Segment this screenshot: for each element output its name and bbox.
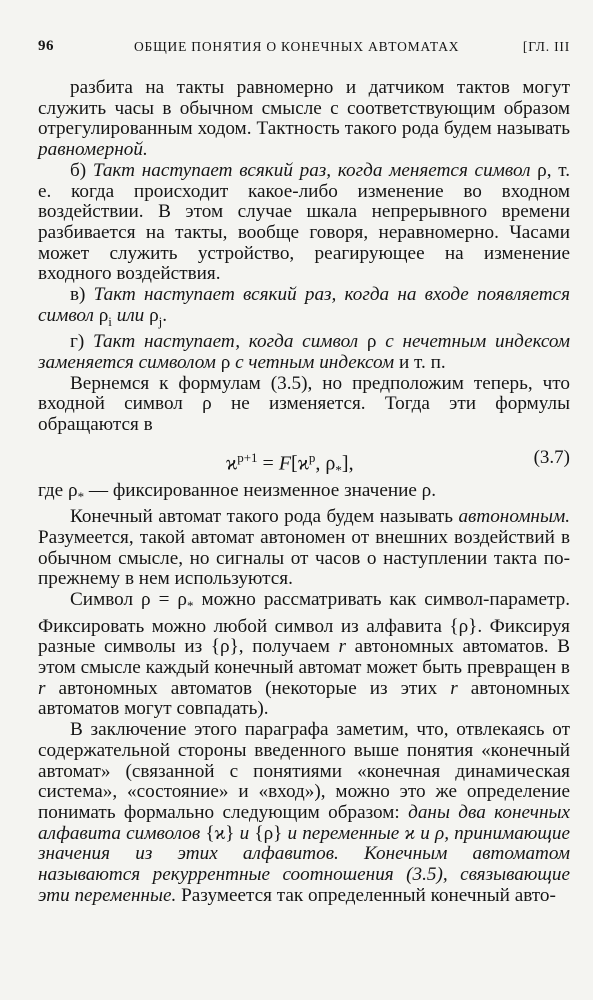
running-title: ОБЩИЕ ПОНЯТИЯ О КОНЕЧНЫХ АВТОМАТАХ xyxy=(134,39,460,54)
formula-lhs-sup: p+1 xyxy=(237,449,258,465)
subscript-text: * xyxy=(186,597,194,613)
text-run: можно рассматривать как символ-параметр. Фиксировать можно любой символ из алфавита {ρ}. Фиксируя разные символы из {ρ}, получаем xyxy=(38,589,570,658)
text-run: где ρ xyxy=(38,479,78,501)
text-run: б) xyxy=(70,159,93,181)
text-run: автономных автоматов. В этом смысле каждый конечный автомат может быть превращен в xyxy=(38,636,570,679)
formula-sep: , ρ xyxy=(315,452,336,475)
paragraph xyxy=(38,507,570,590)
text-run: и т. п. xyxy=(394,351,446,373)
italic-text: Такт наступает всякий раз, когда меняется символ xyxy=(92,159,531,181)
text-run: ρ xyxy=(215,351,236,373)
text-run: — фиксированное неизменное значение ρ. xyxy=(84,479,437,501)
paragraph xyxy=(38,590,570,720)
page-number: 96 xyxy=(38,38,54,54)
paragraph xyxy=(38,285,570,332)
text-run: ρ, т. е. когда происходит какое-либо изменение во входном воздействии. В этом случае шкала непрерывного времени разбивается на такты, вообще говоря, неравномерно. Часами может служить устройство, реагирующее на изменение входного воздействия. xyxy=(38,159,570,285)
text-run: г) xyxy=(70,331,94,353)
italic-text: с четным индексом xyxy=(235,351,395,373)
text-run: Символ ρ = ρ xyxy=(70,589,187,611)
subscript-text: i xyxy=(108,313,112,329)
italic-text: Такт наступает всякий раз, когда на входе появляется символ xyxy=(38,284,570,326)
italic-text: и переменные ϰ и ρ, принимающие значения из этих алфавитов. Конечным автоматом называются рекуррентные соотношения (3.5), связывающие эти переменные. xyxy=(38,822,570,906)
text-run: в) xyxy=(70,284,94,306)
equation-number: (3.7) xyxy=(533,446,570,468)
text-run: Вернемся к формулам (3.5), но предположим теперь, что входной символ ρ не изменяется. Тогда эти формулы обращаются в xyxy=(38,372,570,436)
italic-text: или xyxy=(116,304,145,326)
italic-text: и xyxy=(239,822,250,844)
text-run: . xyxy=(162,304,168,326)
italic-text: r xyxy=(338,636,346,658)
text-run: ρ xyxy=(358,331,386,353)
italic-text: r xyxy=(450,677,458,699)
formula-arg2-sub: * xyxy=(335,462,342,478)
formula-eq: = xyxy=(257,452,279,475)
text-run: В заключение этого параграфа заметим, что, отвлекаясь от содержательной стороны введенного выше понятия «конечный автомат» (связанной с понятиями «конечная динамическая система», «состояние» и «вход»), можно это же определение понимать формально следующим образом: xyxy=(38,719,570,823)
text-run: {ρ} xyxy=(249,822,288,844)
text-run: Конечный автомат такого рода будем называть xyxy=(70,506,459,528)
italic-text: равномерной. xyxy=(38,139,148,161)
formula-close: ], xyxy=(341,452,354,475)
italic-text: даны два конечных алфавита символов xyxy=(38,801,570,844)
formula-3-7 xyxy=(38,437,570,481)
text-run: Разумеется, такой автомат автономен от внешних воздействий в обычном смысле, но сигналы от часов о наступлении такта по-прежнему в нем используются. xyxy=(38,527,570,590)
formula-func: F xyxy=(278,452,292,475)
text-run: автономных автоматов (некоторые из этих xyxy=(45,677,451,699)
paragraph xyxy=(38,374,570,436)
text-run: ρ xyxy=(144,304,159,326)
formula-arg1-sup: p xyxy=(308,449,316,465)
italic-text: автономным. xyxy=(458,506,570,528)
paragraph xyxy=(38,161,570,285)
subscript-text: j xyxy=(158,313,163,329)
formula-arg1: [ϰ xyxy=(291,452,309,475)
italic-text: Такт наступает, когда символ xyxy=(93,331,359,353)
formula-lhs: ϰ xyxy=(226,452,238,475)
text-run: {ϰ} xyxy=(200,822,240,844)
subscript-text: * xyxy=(77,488,85,504)
text-run: ρ xyxy=(93,304,109,326)
paragraph xyxy=(38,481,570,508)
text-run: разбита на такты равномерно и датчиком тактов могут служить часы в обычном смысле с соответствующим образом отрегулированным ходом. Тактность такого рода будем называть xyxy=(38,77,570,140)
text-run: Разумеется так определенный конечный авто- xyxy=(176,884,556,906)
chapter-label: [ГЛ. III xyxy=(522,39,570,54)
page-body xyxy=(38,78,570,907)
italic-text: r xyxy=(38,677,46,699)
paragraph xyxy=(38,720,570,906)
paragraph xyxy=(38,78,570,161)
formula-expression xyxy=(226,448,354,481)
text-run: автономных автоматов могут совпадать). xyxy=(38,677,570,720)
paragraph xyxy=(38,332,570,373)
italic-text: с нечетным индексом заменяется символом xyxy=(38,331,571,373)
